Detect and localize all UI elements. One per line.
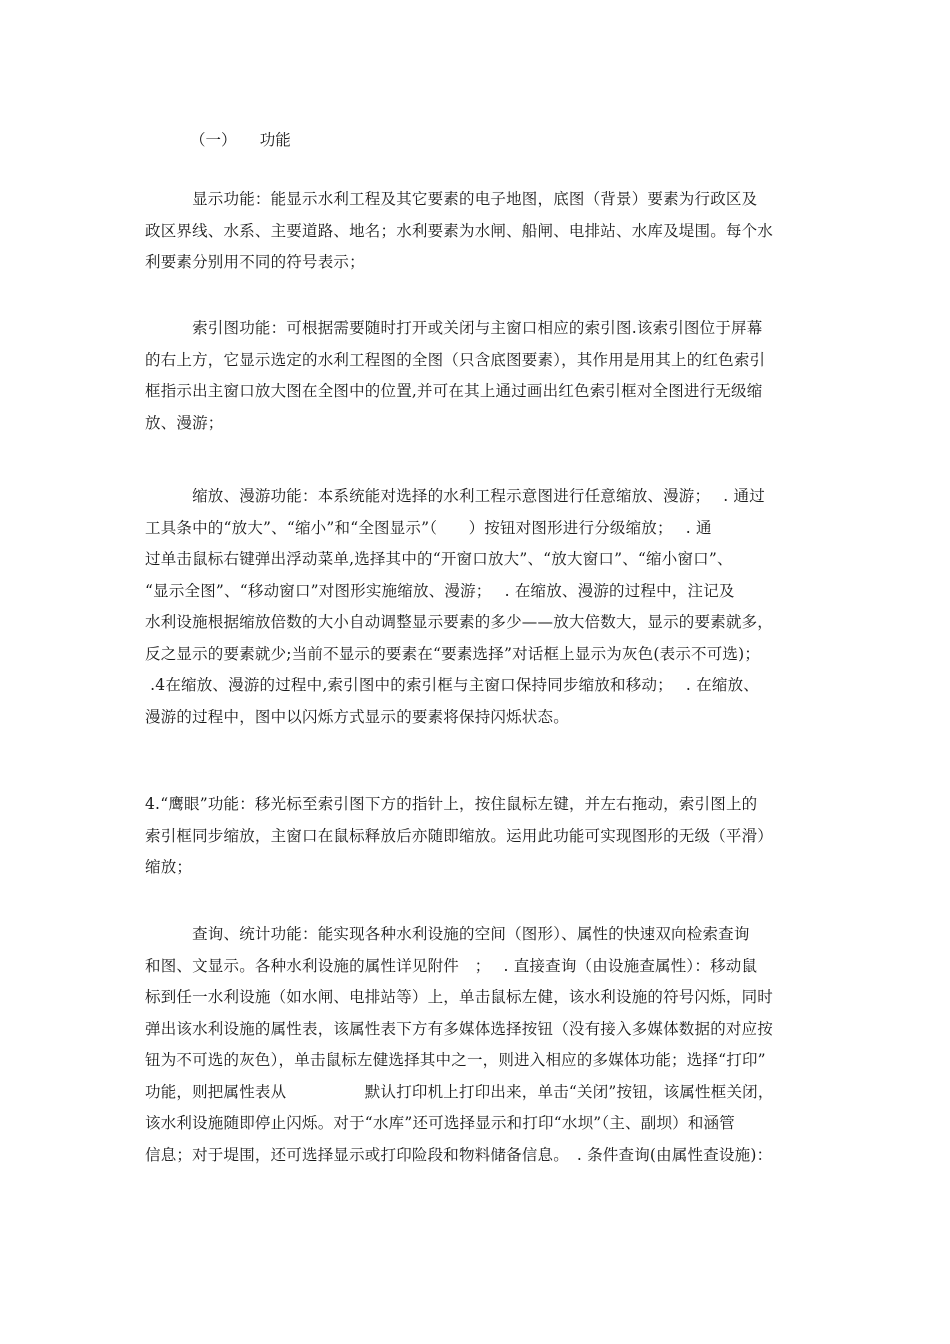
paragraph-index-map-function: [145, 313, 810, 439]
text-line: “显示全图”、“移动窗口”对图形实施缩放、漫游； . 在缩放、漫游的过程中，注记及: [145, 581, 735, 600]
text-line: 标到任一水利设施（如水闸、电排站等）上，单击鼠标左健，该水利设施的符号闪烁，同时: [145, 988, 774, 1006]
text-line: 框指示出主窗口放大图在全图中的位置,并可在其上通过画出红色索引框对全图进行无级缩: [145, 382, 763, 400]
section-heading: （一） 功能: [190, 131, 291, 149]
paragraph-zoom-pan-function: [145, 481, 810, 733]
paragraph-display-function: [145, 184, 810, 279]
text-line: 功能，则把属性表从 默认打印机上打印出来，单击“关闭”按钮，该属性框关闭，: [145, 1082, 774, 1101]
text-line: 弹出该水利设施的属性表，该属性表下方有多媒体选择按钮（没有接入多媒体数据的对应按: [145, 1019, 774, 1038]
text-line: 反之显示的要素就少;当前不显示的要素在“要素选择”对话框上显示为灰色(表示不可选)；: [145, 644, 761, 663]
text-line: 放、漫游；: [145, 413, 224, 432]
text-line: 显示功能：能显示水利工程及其它要素的电子地图，底图（背景）要素为行政区及: [145, 190, 758, 208]
text-line: 钮为不可选的灰色），单击鼠标左健选择其中之一，则进入相应的多媒体功能；选择“打印”: [145, 1051, 766, 1069]
text-line: 漫游的过程中，图中以闪烁方式显示的要素将保持闪烁状态。: [145, 707, 569, 726]
text-line: 查询、统计功能：能实现各种水利设施的空间（图形）、属性的快速双向检索查询: [145, 925, 750, 943]
text-line: 该水利设施随即停止闪烁。对于“水库”还可选择显示和打印“水坝”（主、副坝）和涵管: [145, 1114, 735, 1132]
text-line: 过单击鼠标右键弹出浮动菜单,选择其中的“开窗口放大”、“放大窗口”、“缩小窗口”、: [145, 550, 733, 568]
text-line: 缩放；: [145, 858, 193, 876]
paragraph-eagle-eye-function: [145, 789, 810, 884]
text-line: .4在缩放、漫游的过程中,索引图中的索引框与主窗口保持同步缩放和移动； . 在缩放、: [145, 676, 759, 694]
text-line: 水利设施根据缩放倍数的大小自动调整显示要素的多少——放大倍数大，显示的要素就多，: [145, 613, 774, 631]
text-line: 工具条中的“放大”、“缩小”和“全图显示”（ ）按钮对图形进行分级缩放； . 通: [145, 518, 712, 537]
text-line: 缩放、漫游功能：本系统能对选择的水利工程示意图进行任意缩放、漫游； . 通过: [145, 487, 765, 505]
text-line: 政区界线、水系、主要道路、地名；水利要素为水闸、船闸、电排站、水库及堤围。每个水: [145, 221, 774, 240]
text-line: 信息；对于堤围，还可选择显示或打印险段和物料储备信息。 . 条件查询(由属性查设施)：: [145, 1145, 773, 1164]
text-line: 利要素分别用不同的符号表示；: [145, 253, 365, 271]
paragraph-query-statistics-function: [145, 919, 810, 1171]
text-line: 的右上方，它显示选定的水利工程图的全图（只含底图要素），其作用是用其上的红色索引: [145, 350, 766, 369]
text-line: 和图、文显示。各种水利设施的属性详见附件 ； . 直接查询（由设施查属性）：移动鼠: [145, 956, 758, 975]
text-line: 4.“鹰眼”功能：移光标至索引图下方的指针上，按住鼠标左键，并左右拖动，索引图上的: [145, 795, 758, 813]
text-line: 索引图功能：可根据需要随时打开或关闭与主窗口相应的索引图.该索引图位于屏幕: [145, 319, 763, 337]
text-line: 索引框同步缩放，主窗口在鼠标释放后亦随即缩放。运用此功能可实现图形的无级（平滑）: [145, 826, 774, 845]
